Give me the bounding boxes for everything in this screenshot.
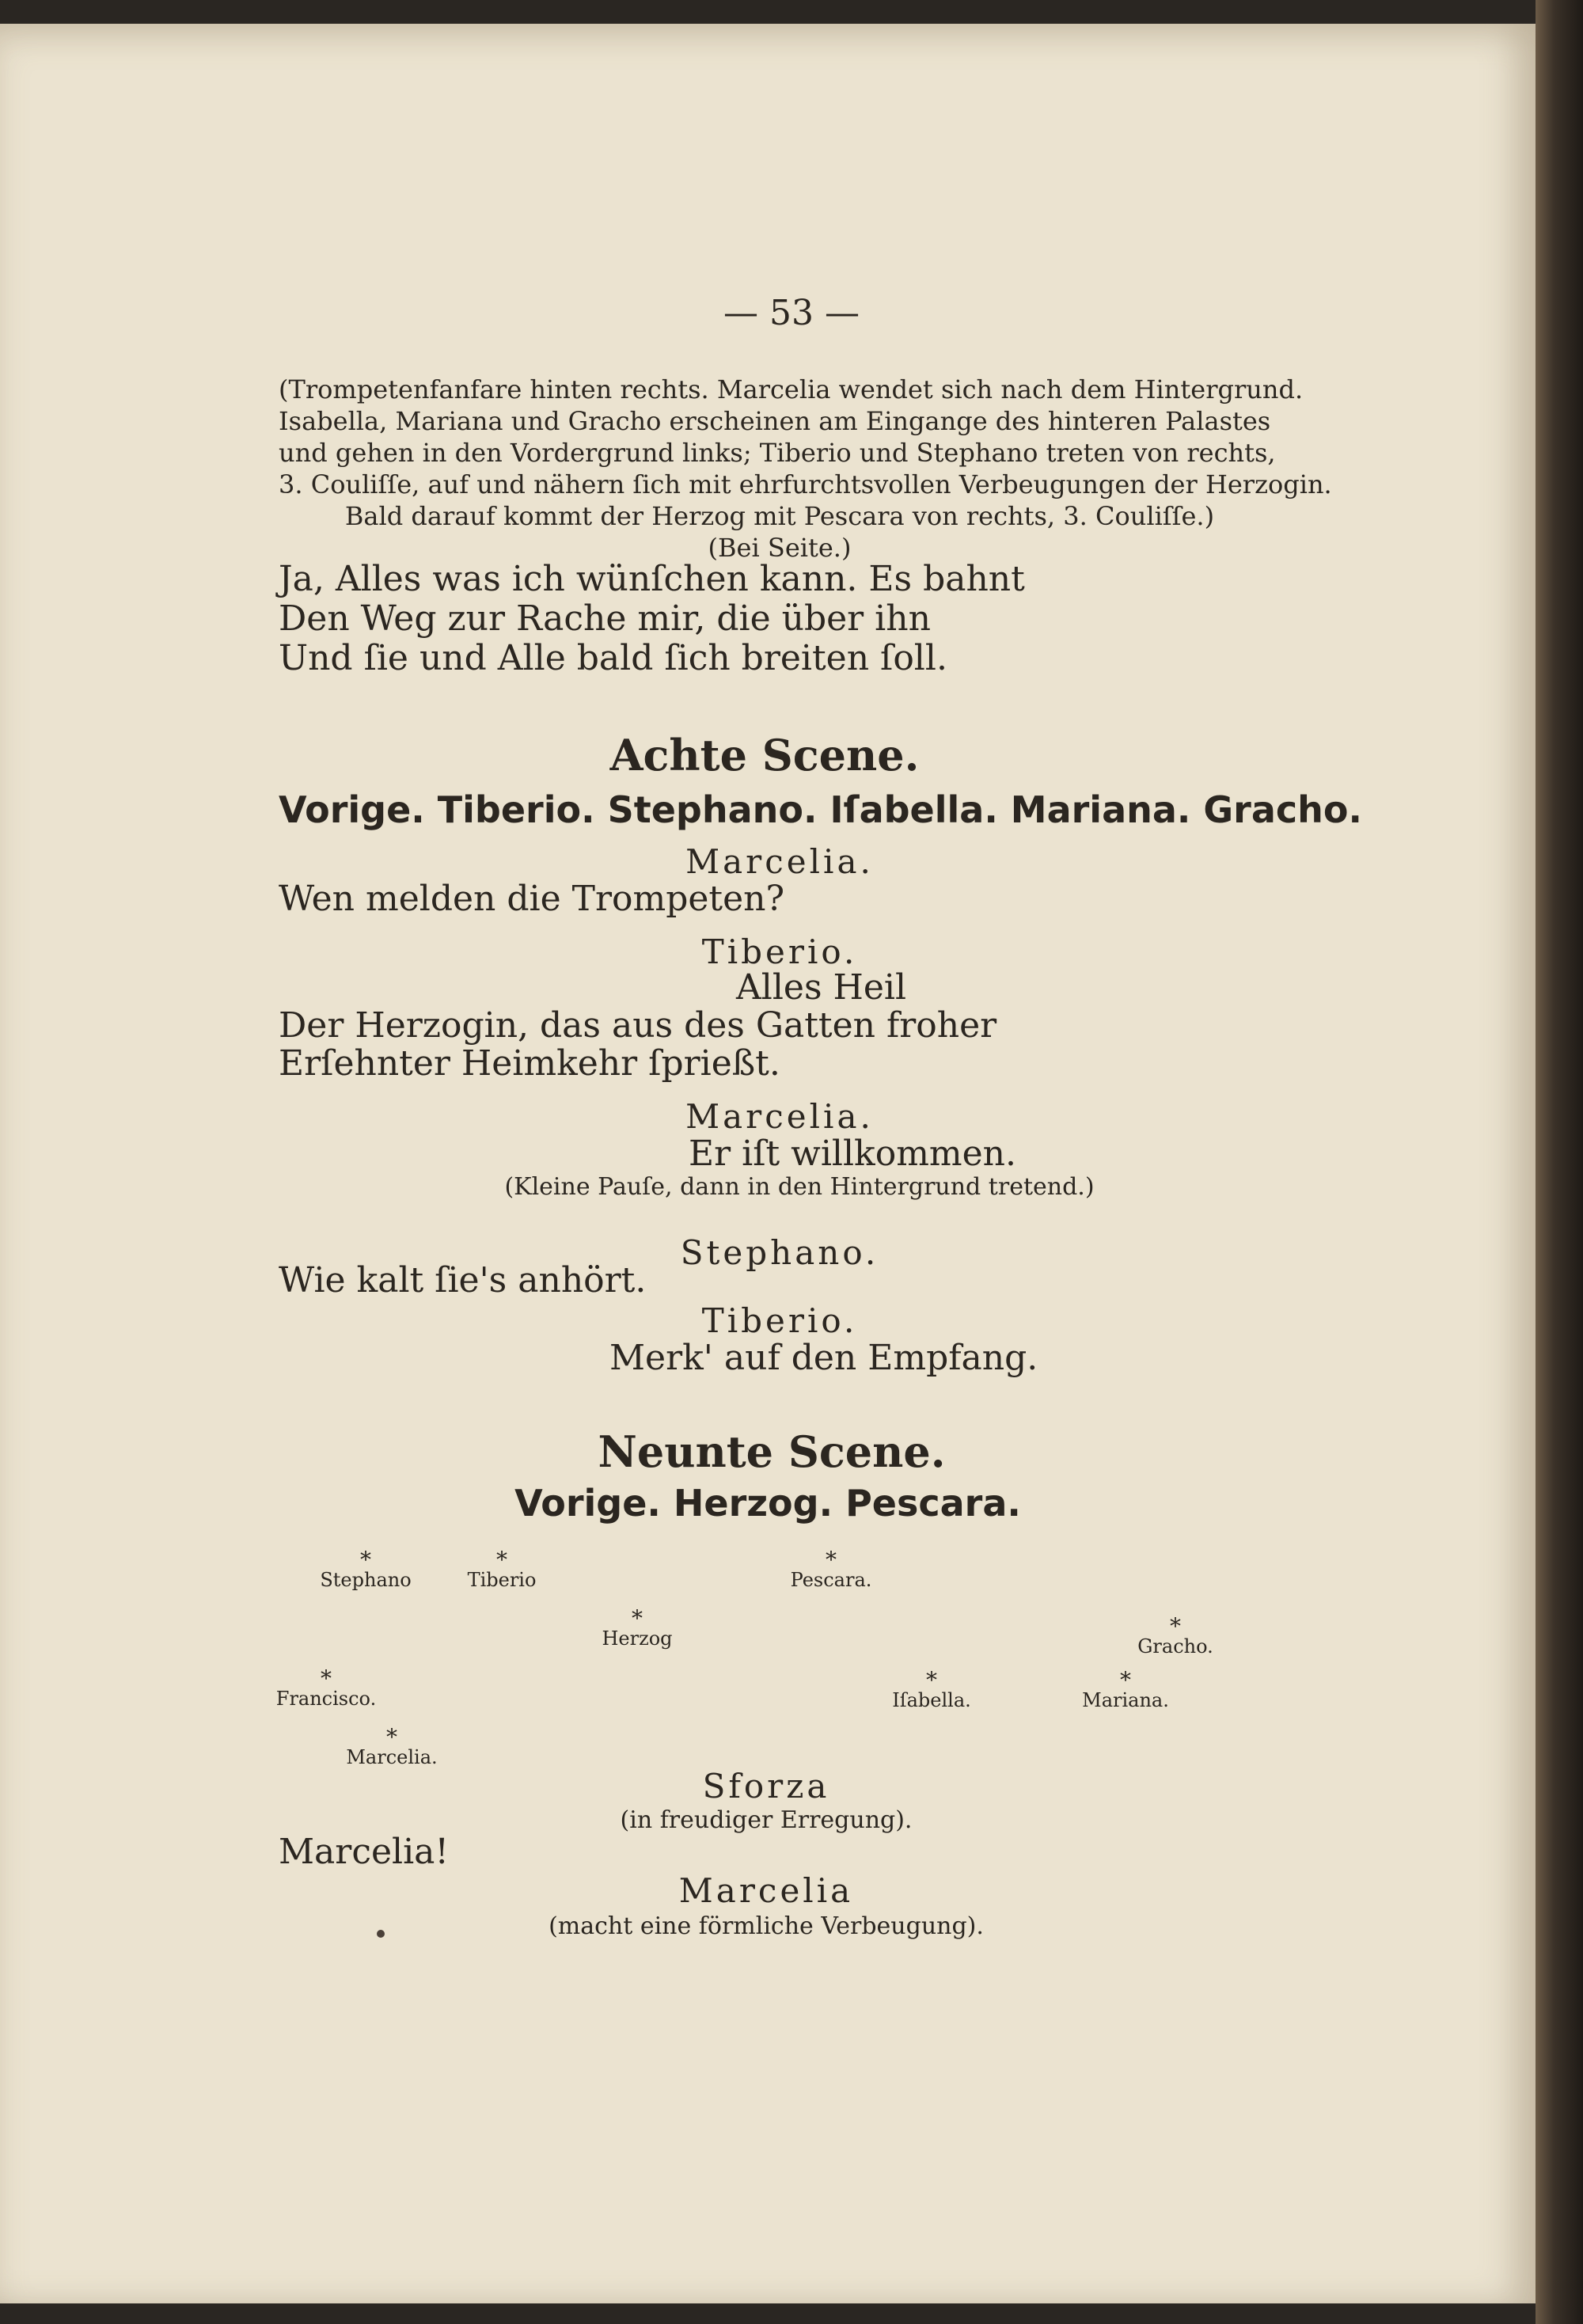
scene-8-cast: Vorige. Tiberio. Stephano. Iſabella. Mariana. Gracho. (279, 788, 1362, 831)
verse-line: Erſehnter Heimkehr ſprießt. (279, 1043, 780, 1084)
stage-direction-line: (Trompetenfanfare hinten rechts. Marcelia wendet sich nach dem Hintergrund. (279, 374, 1304, 404)
scene-8-title: Achte Scene. (609, 730, 920, 780)
stage-direction-line: und gehen in den Vordergrund links; Tiberio und Stephano treten von rechts, (279, 438, 1276, 468)
diagram-marcelia: * Marcelia. (346, 1724, 438, 1768)
scene-9-title: Neunte Scene. (598, 1426, 946, 1477)
diagram-francisco: * Francisco. (275, 1665, 377, 1710)
speaker-name: Marcelia. (685, 842, 874, 881)
speaker-name: Tiberio. (701, 932, 858, 971)
diagram-gracho: * Gracho. (1137, 1613, 1213, 1658)
stage-direction-line: 3. Couliſſe, auf und nähern ſich mit ehrfurchtsvollen Verbeugungen der Herzogin. (279, 469, 1332, 499)
verse-line: Wen melden die Trompeten? (279, 879, 785, 919)
book-spine (1536, 0, 1583, 2324)
speaker-name: Marcelia. (685, 1097, 874, 1136)
diagram-tiberio: * Tiberio (467, 1547, 537, 1591)
page-number: — 53 — (723, 293, 860, 333)
stage-direction: (in freudiger Erregung). (620, 1806, 913, 1834)
verse-line: Alles Heil (736, 967, 907, 1008)
verse-line: Den Weg zur Rache mir, die über ihn (279, 598, 931, 639)
verse-line: Merk' auf den Empfang. (609, 1338, 1038, 1378)
verse-line: Ja, Alles was ich wünſchen kann. Es bahnt (279, 559, 1025, 599)
speaker-name: Tiberio. (701, 1301, 858, 1340)
stage-direction-line: Isabella, Mariana und Gracho erscheinen am Eingange des hinteren Palastes (279, 406, 1271, 436)
verse-line: Der Herzogin, das aus des Gatten froher (279, 1005, 997, 1046)
diagram-isabella: * Iſabella. (892, 1667, 971, 1711)
diagram-mariana: * Mariana. (1082, 1667, 1169, 1711)
diagram-herzog: * Herzog (602, 1605, 673, 1650)
speaker-name: Stephano. (680, 1233, 879, 1272)
stage-direction: (macht eine förmliche Verbeugung). (549, 1912, 984, 1940)
verse-line: Er iſt willkommen. (689, 1134, 1017, 1174)
aside-direction: (Bei Seite.) (708, 533, 852, 563)
verse-line: Und ſie und Alle bald ſich breiten ſoll. (279, 638, 947, 678)
diagram-stephano: * Stephano (320, 1547, 412, 1591)
speaker-name: Marcelia (678, 1871, 854, 1910)
verse-line: Wie kalt ſie's anhört. (279, 1260, 647, 1301)
scene-9-cast: Vorige. Herzog. Pescara. (514, 1482, 1021, 1525)
stage-direction: (Kleine Pauſe, dann in den Hintergrund tretend.) (504, 1173, 1095, 1201)
diagram-pescara: * Pescara. (790, 1547, 872, 1591)
speaker-name: Sforza (702, 1767, 830, 1806)
ink-dot (377, 1930, 385, 1938)
stage-direction-line: Bald darauf kommt der Herzog mit Pescara von rechts, 3. Couliſſe.) (344, 501, 1215, 531)
verse-line: Marcelia! (279, 1832, 450, 1872)
